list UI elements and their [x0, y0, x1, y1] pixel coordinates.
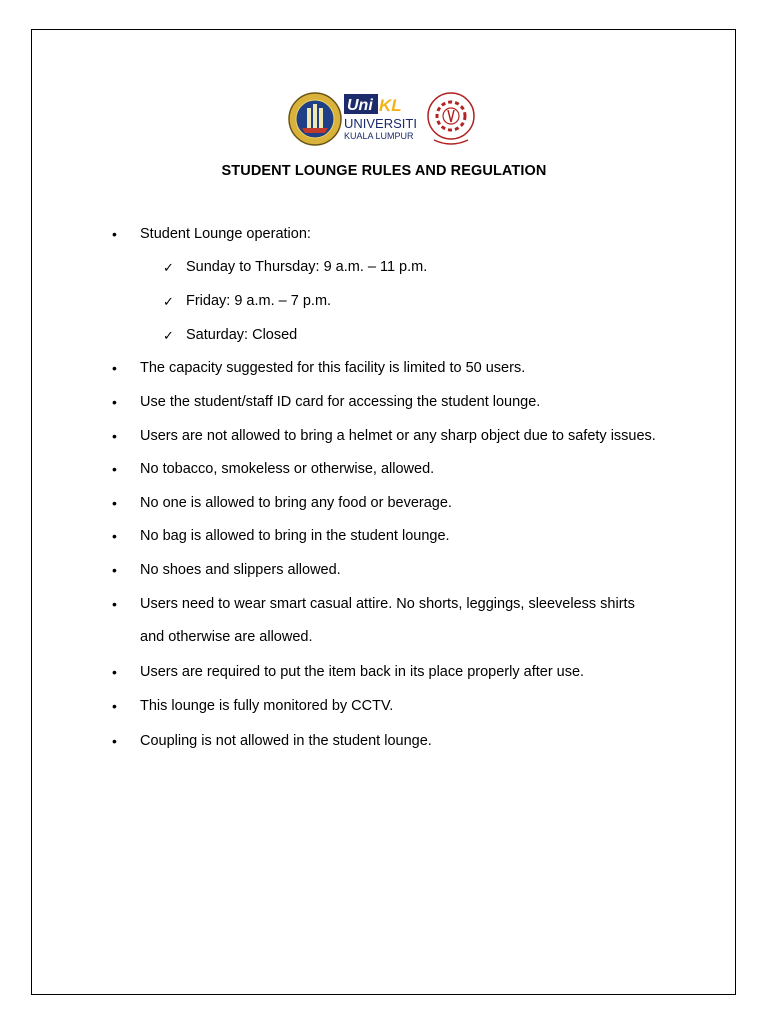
bullet: •: [112, 528, 117, 544]
university-crest-logo: [288, 88, 342, 150]
svg-text:KL: KL: [379, 96, 402, 115]
bullet: •: [112, 733, 117, 749]
rule-text: No tobacco, smokeless or otherwise, allowed.: [140, 461, 435, 477]
svg-text:UNIVERSITI: UNIVERSITI: [344, 116, 417, 131]
page-title: STUDENT LOUNGE RULES AND REGULATION: [221, 163, 547, 179]
unikl-logo: [344, 94, 420, 144]
bullet: •: [112, 562, 117, 578]
svg-text:Uni: Uni: [347, 97, 373, 114]
bullet: •: [112, 428, 117, 444]
rule-text: No one is allowed to bring any food or beverage.: [140, 495, 452, 511]
svg-text:KUALA LUMPUR: KUALA LUMPUR: [344, 131, 414, 141]
rule-text: Use the student/staff ID card for accessing the student lounge.: [140, 394, 541, 410]
bullet: •: [112, 360, 117, 376]
rule-text: Users are required to put the item back in its place properly after use.: [140, 664, 585, 680]
rule-text: Users need to wear smart casual attire. No shorts, leggings, sleeveless shirts: [140, 596, 635, 612]
hours-text: Saturday: Closed: [186, 327, 298, 343]
rule-text: Student Lounge operation:: [140, 226, 311, 242]
logo-row: [288, 88, 478, 152]
bullet: •: [112, 698, 117, 714]
rule-text: The capacity suggested for this facility is limited to 50 users.: [140, 360, 526, 376]
checkmark-icon: ✓: [163, 260, 174, 275]
bullet: •: [112, 664, 117, 680]
rule-text: This lounge is fully monitored by CCTV.: [140, 698, 394, 714]
hours-text: Friday: 9 a.m. – 7 p.m.: [186, 293, 332, 309]
checkmark-icon: ✓: [163, 294, 174, 309]
bullet: •: [112, 596, 117, 612]
rule-text: Users are not allowed to bring a helmet or any sharp object due to safety issues.: [140, 428, 656, 444]
bullet: •: [112, 394, 117, 410]
rule-text: No shoes and slippers allowed.: [140, 562, 341, 578]
bullet: •: [112, 226, 117, 242]
hours-text: Sunday to Thursday: 9 a.m. – 11 p.m.: [186, 259, 428, 275]
checkmark-icon: ✓: [163, 328, 174, 343]
bullet: •: [112, 495, 117, 511]
bullet: •: [112, 461, 117, 477]
rule-text: and otherwise are allowed.: [140, 629, 313, 645]
rule-text: No bag is allowed to bring in the student lounge.: [140, 528, 450, 544]
mara-crest-logo: [426, 88, 476, 150]
rule-text: Coupling is not allowed in the student lounge.: [140, 733, 432, 749]
